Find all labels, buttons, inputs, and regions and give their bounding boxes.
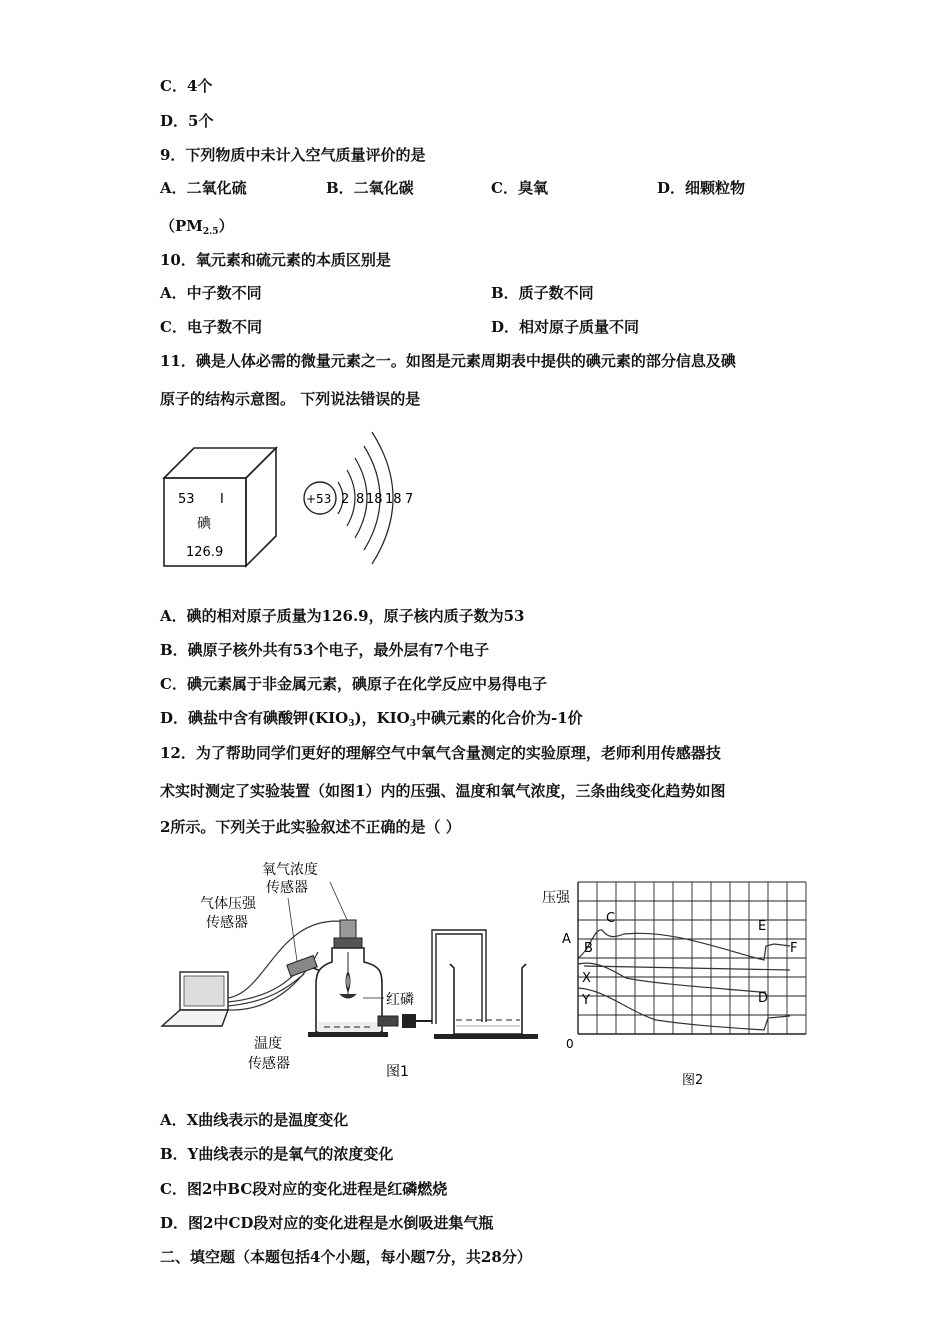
figure1-caption: 图1 [386,1064,409,1080]
figure1-apparatus [158,852,538,1087]
shell-electrons-2: 8 [356,492,365,507]
q9-stem: 9．下列物质中未计入空气质量评价的是 [160,146,426,164]
q9-option-c: C．臭氧 [491,179,548,197]
q12-option-b: B．Y曲线表示的是氧气的浓度变化 [160,1145,394,1163]
pm-subscript: 2.5 [202,227,219,237]
oxygen-pointer [330,882,348,922]
q11-option-a: A．碘的相对原子质量为126.9，原子核内质子数为53 [160,607,525,625]
q10-option-a: A．中子数不同 [160,284,262,302]
q10-option-b: B．质子数不同 [491,284,594,302]
kio3-text-1: D．碘盐中含有碘酸钾(KIO [160,709,349,727]
pressure-cable-2 [228,974,304,1006]
element-mass: 126.9 [186,545,224,560]
shell-electrons-3: 18 [366,492,383,507]
option-d-prev: D．5个 [160,112,214,130]
q9-option-d: D．细颗粒物 [657,179,746,197]
q12-option-a: A．X曲线表示的是温度变化 [160,1111,349,1129]
kio3-sub-2: 3 [409,719,416,729]
q12-stem-line1: 12．为了帮助同学们更好的理解空气中氧气含量测定的实验原理，老师利用传感器技 [160,744,721,762]
q12-stem-line2: 术实时测定了实验装置（如图1）内的压强、温度和氧气浓度，三条曲线变化趋势如图 [160,782,726,800]
pm-close: ） [218,217,234,235]
element-symbol: I [220,492,224,507]
atom-structure [304,432,413,564]
pm-text: （PM [160,217,203,235]
q10-option-c: C．电子数不同 [160,318,262,336]
element-name: 碘 [197,516,211,532]
pressure-curve [578,930,790,960]
element-number: 53 [178,492,195,507]
iodine-figure [160,420,430,570]
q10-option-d: D．相对原子质量不同 [491,318,640,336]
label-d: D [758,991,769,1006]
origin-label: 0 [566,1037,574,1051]
figure2-curves [536,870,816,1095]
option-c-prev: C．4个 [160,77,213,95]
kio3-text-2: )，KIO [354,709,410,727]
shell-electrons-1: 2 [341,492,350,507]
shell-electrons-4: 18 [385,492,402,507]
laptop-icon [162,972,228,1026]
q11-stem-line1: 11．碘是人体必需的微量元素之一。如图是元素周期表中提供的碘元素的部分信息及碘 [160,352,736,370]
gas-bottle [308,948,388,1037]
oxygen-sensor-label-1: 氧气浓度 [262,862,318,878]
q10-stem: 10．氧元素和硫元素的本质区别是 [160,251,391,269]
label-e: E [758,919,767,934]
shell-electrons-5: 7 [405,492,414,507]
element-card [164,448,276,566]
q9-option-a: A．二氧化硫 [160,179,247,197]
q11-stem-line2: 原子的结构示意图。 下列说法错误的是 [160,390,421,408]
label-x: X [582,971,591,986]
label-a: A [562,932,571,947]
tube-and-clamp [378,930,486,1028]
bottle-base [308,1032,388,1037]
red-phosphorus-label: 红磷 [386,992,414,1008]
oxygen-probe [334,920,362,948]
q12-option-d: D．图2中CD段对应的变化进程是水倒吸进集气瓶 [160,1214,494,1232]
figure2-caption: 图2 [682,1073,704,1088]
kio3-sub-1: 3 [348,719,355,729]
pressure-sensor-label-2: 传感器 [206,915,248,931]
section2-title: 二、填空题（本题包括4个小题，每小题7分，共28分） [160,1248,532,1266]
oxygen-sensor-label-2: 传感器 [266,880,308,896]
kio3-text-3: 中碘元素的化合价为-1价 [415,709,583,727]
q11-option-c: C．碘元素属于非金属元素，碘原子在化学反应中易得电子 [160,675,547,693]
label-b: B [584,941,593,956]
chart-grid [578,882,806,1034]
label-f: F [790,941,798,956]
pressure-axis-label: 压强 [542,890,570,906]
q11-option-d [160,708,583,734]
label-y: Y [582,993,590,1008]
label-c: C [606,911,616,926]
pressure-pointer [288,898,298,968]
pressure-sensor-label-1: 气体压强 [200,896,256,912]
q12-stem-line3: 2所示。下列关于此实验叙述不正确的是（ ） [160,818,461,836]
pressure-tail [584,966,790,970]
temp-sensor-label-2: 传感器 [248,1056,290,1072]
temp-sensor-label-1: 温度 [254,1036,282,1052]
q9-option-b: B．二氧化碳 [326,179,414,197]
q9-option-d-cont [160,216,234,242]
q12-option-c: C．图2中BC段对应的变化进程是红磷燃烧 [160,1180,448,1198]
q11-option-b: B．碘原子核外共有53个电子，最外层有7个电子 [160,641,489,659]
nucleus-charge: +53 [306,492,332,506]
